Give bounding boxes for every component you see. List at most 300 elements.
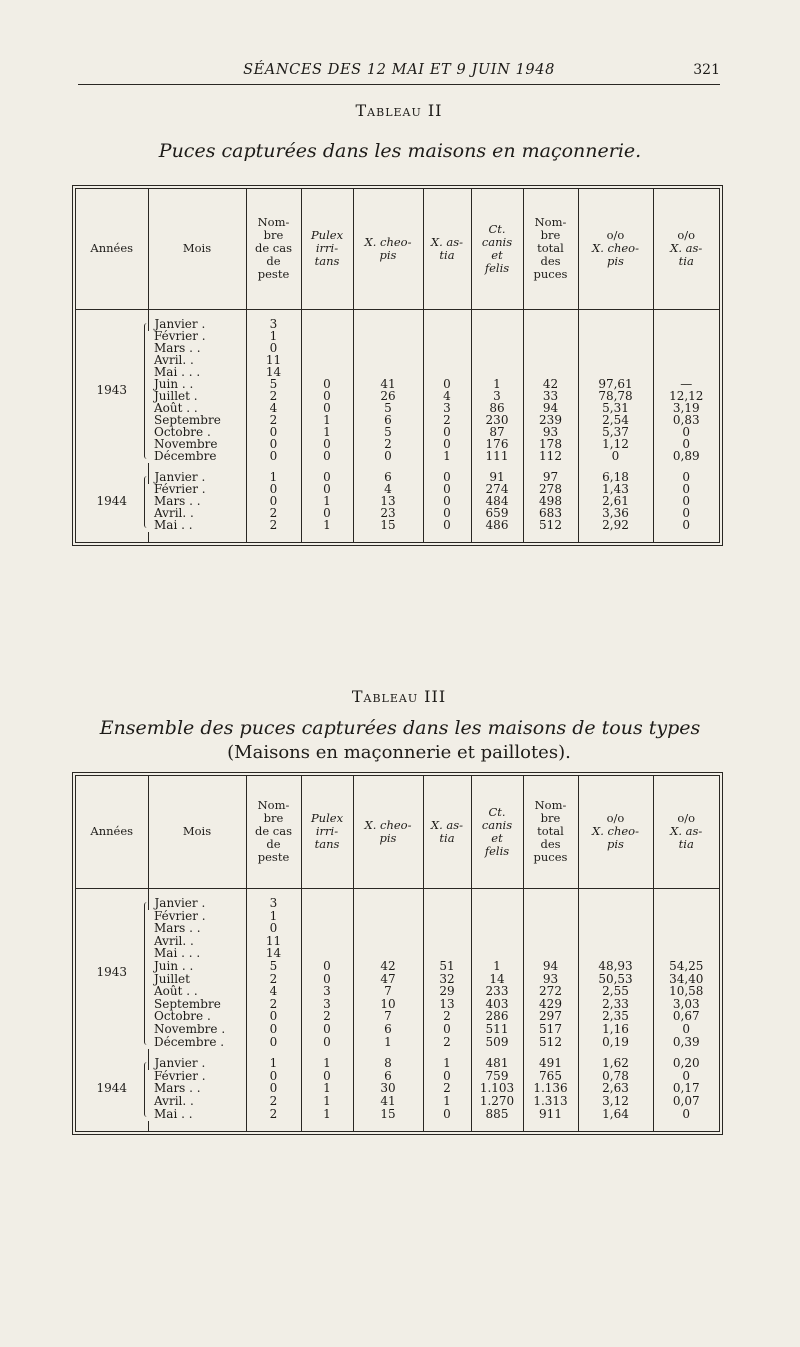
cell-cheopis: 5: [353, 403, 423, 415]
header-line: pis: [379, 247, 397, 262]
spacer-cell: [523, 888, 578, 898]
cell-cas: 0: [246, 1036, 301, 1049]
spacer-cell: [653, 532, 719, 542]
cell-mois: Janvier .: [148, 1058, 246, 1071]
cell-cheopis: [353, 910, 423, 923]
cell-mois: Février .: [154, 481, 206, 496]
cell-mois: Juillet .: [154, 388, 198, 403]
spacer-cell: [578, 888, 653, 898]
header-line: tia: [439, 830, 455, 845]
cell-mois: Février .: [154, 908, 206, 923]
cell-pct-cheopis: [578, 343, 653, 355]
cell-pct-cheopis: 0,19: [578, 1036, 653, 1049]
cell-cas: 2: [246, 998, 301, 1011]
cell-astia: 0: [423, 1070, 471, 1083]
tableau-3-label: Tableau III: [351, 687, 447, 706]
cell-astia: [423, 923, 471, 936]
header-line: canis: [481, 817, 513, 832]
spacer-cell: [76, 532, 148, 542]
cell-pct-astia: 0: [653, 508, 719, 520]
header-total: [523, 189, 578, 309]
cell-cheopis: [353, 935, 423, 948]
spacer-cell: [523, 309, 578, 319]
header-line: bre: [540, 811, 561, 826]
spacer-cell: [76, 1049, 148, 1058]
header-line: o/o: [677, 228, 696, 243]
cell-total: [523, 898, 578, 911]
cell-ctcanis: [471, 910, 523, 923]
cell-cas: 0: [246, 1023, 301, 1036]
cell-pct-cheopis: [578, 355, 653, 367]
spacer-cell: [471, 888, 523, 898]
cell-pulex: 1: [301, 496, 353, 508]
cell-mois: Août . .: [154, 400, 198, 415]
cell-pct-cheopis: 2,33: [578, 998, 653, 1011]
spacer-cell: [301, 309, 353, 319]
cell-ctcanis: 274: [471, 484, 523, 496]
cell-astia: 0: [423, 484, 471, 496]
cell-mois: Juin . .: [154, 376, 194, 391]
cell-total: 239: [523, 415, 578, 427]
year-cell: 1943: [76, 319, 148, 463]
header-line: Pulex: [310, 811, 344, 826]
cell-ctcanis: [471, 319, 523, 331]
cell-pct-astia: [653, 898, 719, 911]
cell-ctcanis: [471, 343, 523, 355]
cell-cheopis: 7: [353, 986, 423, 999]
tableau-3-frame: [75, 775, 720, 1132]
header-line: felis: [484, 843, 510, 858]
cell-ctcanis: 759: [471, 1070, 523, 1083]
cell-total: [523, 923, 578, 936]
cell-mois: Avril. .: [154, 352, 194, 367]
page-number: 321: [693, 62, 720, 78]
tableau-3-caption: Ensemble des puces capturées dans les maisons de tous types: [99, 717, 701, 739]
cell-cas: 0: [246, 484, 301, 496]
cell-cas: 2: [246, 391, 301, 403]
cell-ctcanis: 403: [471, 998, 523, 1011]
cell-total: [523, 935, 578, 948]
cell-cas: 2: [246, 973, 301, 986]
header-line: puces: [533, 850, 568, 865]
cell-astia: [423, 331, 471, 343]
cell-pulex: [301, 898, 353, 911]
cell-ctcanis: 176: [471, 439, 523, 451]
cell-pct-astia: 0: [653, 496, 719, 508]
cell-cas: 1: [246, 472, 301, 484]
cell-mois: Septembre: [154, 412, 221, 427]
table-row: [76, 1036, 719, 1049]
cell-mois: Décembre: [154, 448, 217, 463]
cell-pulex: [301, 923, 353, 936]
header-line: peste: [257, 850, 290, 865]
cell-cheopis: 41: [353, 379, 423, 391]
cell-mois: Avril. .: [154, 505, 194, 520]
header-line: X. as-: [670, 824, 703, 839]
cell-pulex: 3: [301, 986, 353, 999]
cell-total: 1.313: [523, 1095, 578, 1108]
cell-cas: 11: [246, 935, 301, 948]
cell-ctcanis: [471, 935, 523, 948]
cell-pct-astia: 0: [653, 1108, 719, 1121]
cell-pct-astia: 0: [653, 520, 719, 532]
cell-pct-astia: [653, 910, 719, 923]
cell-mois: Avril. .: [154, 933, 194, 948]
header-line: et: [491, 247, 503, 262]
cell-mois: Décembre .: [154, 1034, 225, 1049]
cell-cheopis: 6: [353, 415, 423, 427]
cell-mois: Mars . .: [154, 921, 201, 936]
cell-cas: 0: [246, 451, 301, 463]
header-line: X. as-: [430, 234, 464, 249]
spacer-cell: [523, 1121, 578, 1131]
header-line: pis: [607, 254, 624, 269]
cell-mois: Mai . .: [154, 1106, 193, 1121]
cell-astia: [423, 935, 471, 948]
cell-pulex: [301, 343, 353, 355]
spacer-cell: [76, 888, 148, 898]
cell-pulex: 1: [301, 415, 353, 427]
cell-ctcanis: 3: [471, 391, 523, 403]
cell-pulex: 0: [301, 1023, 353, 1036]
cell-astia: 2: [423, 1011, 471, 1024]
cell-cheopis: 41: [353, 1095, 423, 1108]
cell-ctcanis: 14: [471, 973, 523, 986]
cell-ctcanis: 659: [471, 508, 523, 520]
spacer-cell: [148, 1121, 246, 1131]
cell-astia: 4: [423, 391, 471, 403]
cell-pct-cheopis: 78,78: [578, 391, 653, 403]
cell-cheopis: 15: [353, 1108, 423, 1121]
cell-total: 512: [523, 520, 578, 532]
cell-cas: 5: [246, 379, 301, 391]
cell-pct-cheopis: 2,92: [578, 520, 653, 532]
header-line: total: [537, 241, 564, 256]
cell-pct-astia: 0,20: [653, 1058, 719, 1071]
cell-cheopis: [353, 923, 423, 936]
spacer-cell: [471, 532, 523, 542]
cell-cas: 2: [246, 415, 301, 427]
cell-pct-cheopis: 3,36: [578, 508, 653, 520]
cell-astia: 0: [423, 379, 471, 391]
cell-cas: 5: [246, 960, 301, 973]
header-line: de cas: [254, 824, 293, 839]
spacer-cell: [578, 1121, 653, 1131]
header-line: pis: [379, 830, 397, 845]
header-line: X. cheo-: [364, 817, 412, 832]
cell-total: 683: [523, 508, 578, 520]
header-line: puces: [533, 267, 568, 282]
cell-cas: 11: [246, 355, 301, 367]
cell-pct-astia: 0: [653, 439, 719, 451]
header-line: de: [266, 254, 281, 269]
cell-pct-astia: [653, 343, 719, 355]
cell-astia: 2: [423, 415, 471, 427]
cell-mois: Février .: [154, 328, 206, 343]
cell-cas: 4: [246, 986, 301, 999]
table-row: [76, 520, 719, 532]
cell-cheopis: 23: [353, 508, 423, 520]
cell-mois: Octobre .: [154, 424, 211, 439]
header-pct-astia: [653, 776, 719, 888]
table-row: [76, 451, 719, 463]
cell-pulex: 1: [301, 1095, 353, 1108]
cell-mois: Mai . . .: [154, 946, 201, 961]
cell-pct-astia: 54,25: [653, 960, 719, 973]
header-line: irri-: [315, 241, 339, 256]
cell-cas: 2: [246, 520, 301, 532]
header-line: X. cheo-: [592, 241, 639, 256]
cell-astia: 0: [423, 1023, 471, 1036]
cell-pulex: [301, 331, 353, 343]
header-line: tia: [678, 837, 694, 852]
cell-pct-astia: [653, 935, 719, 948]
cell-pulex: 2: [301, 1011, 353, 1024]
year-cell: 1943: [76, 898, 148, 1049]
cell-total: 93: [523, 427, 578, 439]
cell-mois: Mai . . .: [154, 364, 201, 379]
cell-ctcanis: 87: [471, 427, 523, 439]
cell-cheopis: 26: [353, 391, 423, 403]
cell-total: 512: [523, 1036, 578, 1049]
header-mois: Mois: [148, 776, 246, 888]
cell-astia: [423, 898, 471, 911]
spacer-cell: [423, 309, 471, 319]
cell-total: 1.136: [523, 1083, 578, 1096]
cell-mois: Avril. .: [154, 1093, 194, 1108]
cell-total: [523, 343, 578, 355]
cell-total: 429: [523, 998, 578, 1011]
header-total: [523, 776, 578, 888]
header-line: irri-: [315, 824, 339, 839]
cell-ctcanis: 86: [471, 403, 523, 415]
cell-ctcanis: [471, 923, 523, 936]
header-line: Nom-: [534, 215, 567, 230]
cell-ctcanis: [471, 898, 523, 911]
cell-cas: 0: [246, 1083, 301, 1096]
header-line: X. cheo-: [364, 234, 412, 249]
cell-astia: 2: [423, 1083, 471, 1096]
cell-pulex: 0: [301, 439, 353, 451]
cell-astia: 1: [423, 1095, 471, 1108]
spacer-cell: [76, 309, 148, 319]
cell-pct-cheopis: 2,35: [578, 1011, 653, 1024]
header-mois: Mois: [148, 189, 246, 309]
cell-astia: 2: [423, 1036, 471, 1049]
cell-pct-astia: 3,19: [653, 403, 719, 415]
spacer-cell: [353, 1121, 423, 1131]
cell-cheopis: [353, 343, 423, 355]
cell-cheopis: 10: [353, 998, 423, 1011]
cell-cheopis: 0: [353, 451, 423, 463]
cell-pct-astia: 0,89: [653, 451, 719, 463]
cell-mois: Mars . .: [154, 493, 201, 508]
cell-pct-cheopis: [578, 898, 653, 911]
cell-pulex: 1: [301, 427, 353, 439]
header-line: o/o: [606, 228, 625, 243]
cell-cas: 0: [246, 1070, 301, 1083]
cell-total: 498: [523, 496, 578, 508]
header-cheopis: [353, 189, 423, 309]
cell-pulex: [301, 910, 353, 923]
cell-ctcanis: 91: [471, 472, 523, 484]
header-line: Nom-: [257, 215, 290, 230]
table-row: [76, 1108, 719, 1121]
header-cas: [246, 776, 301, 888]
cell-ctcanis: 1.103: [471, 1083, 523, 1096]
cell-pulex: 0: [301, 379, 353, 391]
cell-pulex: 0: [301, 508, 353, 520]
cell-pct-astia: 0,39: [653, 1036, 719, 1049]
spacer-cell: [76, 463, 148, 472]
cell-cas: 14: [246, 948, 301, 961]
cell-mois: Mars . .: [154, 1081, 201, 1096]
cell-astia: 13: [423, 998, 471, 1011]
spacer-cell: [246, 1121, 301, 1131]
cell-mois: Août . .: [154, 984, 198, 999]
cell-ctcanis: 1.270: [471, 1095, 523, 1108]
cell-ctcanis: 481: [471, 1058, 523, 1071]
cell-cas: 1: [246, 910, 301, 923]
cell-total: 491: [523, 1058, 578, 1071]
cell-astia: 32: [423, 973, 471, 986]
cell-pct-astia: 0,67: [653, 1011, 719, 1024]
cell-cas: 3: [246, 319, 301, 331]
cell-pulex: 0: [301, 973, 353, 986]
cell-pct-cheopis: 2,61: [578, 496, 653, 508]
header-cheopis: [353, 776, 423, 888]
header-line: Ct.: [488, 804, 506, 819]
spacer-cell: [471, 1121, 523, 1131]
header-line: bre: [263, 228, 284, 243]
header-line: Ct.: [488, 221, 506, 236]
cell-astia: [423, 319, 471, 331]
cell-cheopis: 8: [353, 1058, 423, 1071]
cell-mois: Juin . .: [154, 959, 194, 974]
spacer-cell: [353, 309, 423, 319]
spacer-cell: [423, 1121, 471, 1131]
cell-cas: 2: [246, 1108, 301, 1121]
header-pct-cheopis: [578, 776, 653, 888]
cell-pct-cheopis: 3,12: [578, 1095, 653, 1108]
cell-pct-astia: [653, 355, 719, 367]
header-line: peste: [257, 267, 290, 282]
spacer-cell: [148, 532, 246, 542]
header-cas: [246, 189, 301, 309]
cell-astia: 0: [423, 1108, 471, 1121]
cell-ctcanis: [471, 355, 523, 367]
header-line: tans: [314, 254, 340, 269]
cell-pulex: 0: [301, 484, 353, 496]
tableau-2-frame: [75, 188, 720, 543]
header-line: o/o: [606, 811, 625, 826]
tableau-3-caption-2: (Maisons en maçonnerie et paillotes).: [227, 742, 571, 763]
year-cell: 1944: [76, 472, 148, 532]
cell-cheopis: 13: [353, 496, 423, 508]
cell-ctcanis: 1: [471, 960, 523, 973]
cell-ctcanis: [471, 331, 523, 343]
cell-pct-astia: [653, 923, 719, 936]
cell-pulex: 1: [301, 1108, 353, 1121]
header-line: tia: [439, 247, 455, 262]
header-line: tia: [678, 254, 694, 269]
cell-cheopis: 4: [353, 484, 423, 496]
cell-pulex: 0: [301, 403, 353, 415]
spacer-cell: [246, 532, 301, 542]
cell-pulex: 0: [301, 472, 353, 484]
cell-pulex: 0: [301, 960, 353, 973]
cell-mois: Novembre: [154, 436, 218, 451]
cell-astia: 1: [423, 1058, 471, 1071]
cell-pct-cheopis: 48,93: [578, 960, 653, 973]
header-line: total: [537, 824, 564, 839]
header-astia: [423, 776, 471, 888]
cell-pulex: [301, 355, 353, 367]
tableau-2-body: [76, 309, 719, 542]
cell-cas: 0: [246, 1011, 301, 1024]
cell-total: 112: [523, 451, 578, 463]
cell-ctcanis: 509: [471, 1036, 523, 1049]
spacer-cell: [301, 532, 353, 542]
cell-astia: [423, 343, 471, 355]
cell-total: [523, 910, 578, 923]
cell-total: 765: [523, 1070, 578, 1083]
cell-ctcanis: 286: [471, 1011, 523, 1024]
cell-pct-cheopis: 1,62: [578, 1058, 653, 1071]
header-annees: Années: [76, 189, 148, 309]
cell-pct-cheopis: 2,54: [578, 415, 653, 427]
cell-ctcanis: 484: [471, 496, 523, 508]
header-line: Pulex: [310, 228, 344, 243]
cell-pct-cheopis: [578, 319, 653, 331]
header-line: de: [266, 837, 281, 852]
cell-total: 42: [523, 379, 578, 391]
spacer-cell: [471, 309, 523, 319]
header-line: pis: [607, 837, 624, 852]
spacer-cell: [578, 309, 653, 319]
running-title: SÉANCES DES 12 MAI ET 9 JUIN 1948: [243, 62, 555, 78]
cell-total: 178: [523, 439, 578, 451]
cell-ctcanis: 486: [471, 520, 523, 532]
tableau-3-table: [76, 776, 719, 1131]
spacer-cell: [653, 309, 719, 319]
cell-astia: 0: [423, 472, 471, 484]
spacer-cell: [353, 888, 423, 898]
cell-pct-cheopis: 97,61: [578, 379, 653, 391]
cell-cas: 0: [246, 427, 301, 439]
cell-total: 97: [523, 472, 578, 484]
spacer-cell: [423, 532, 471, 542]
cell-pct-astia: 34,40: [653, 973, 719, 986]
header-line: et: [491, 830, 503, 845]
header-line: felis: [484, 260, 510, 275]
cell-pct-astia: 3,03: [653, 998, 719, 1011]
cell-astia: [423, 910, 471, 923]
cell-pct-cheopis: 5,37: [578, 427, 653, 439]
tableau-3-body: [76, 888, 719, 1131]
cell-total: 94: [523, 403, 578, 415]
cell-cheopis: 6: [353, 1023, 423, 1036]
cell-cas: 2: [246, 508, 301, 520]
cell-pct-cheopis: 0,78: [578, 1070, 653, 1083]
cell-cheopis: 42: [353, 960, 423, 973]
cell-cheopis: 15: [353, 520, 423, 532]
cell-mois: Novembre .: [154, 1021, 226, 1036]
header-pct-cheopis: [578, 189, 653, 309]
cell-pct-astia: 0,83: [653, 415, 719, 427]
cell-pct-cheopis: [578, 910, 653, 923]
cell-cheopis: [353, 331, 423, 343]
